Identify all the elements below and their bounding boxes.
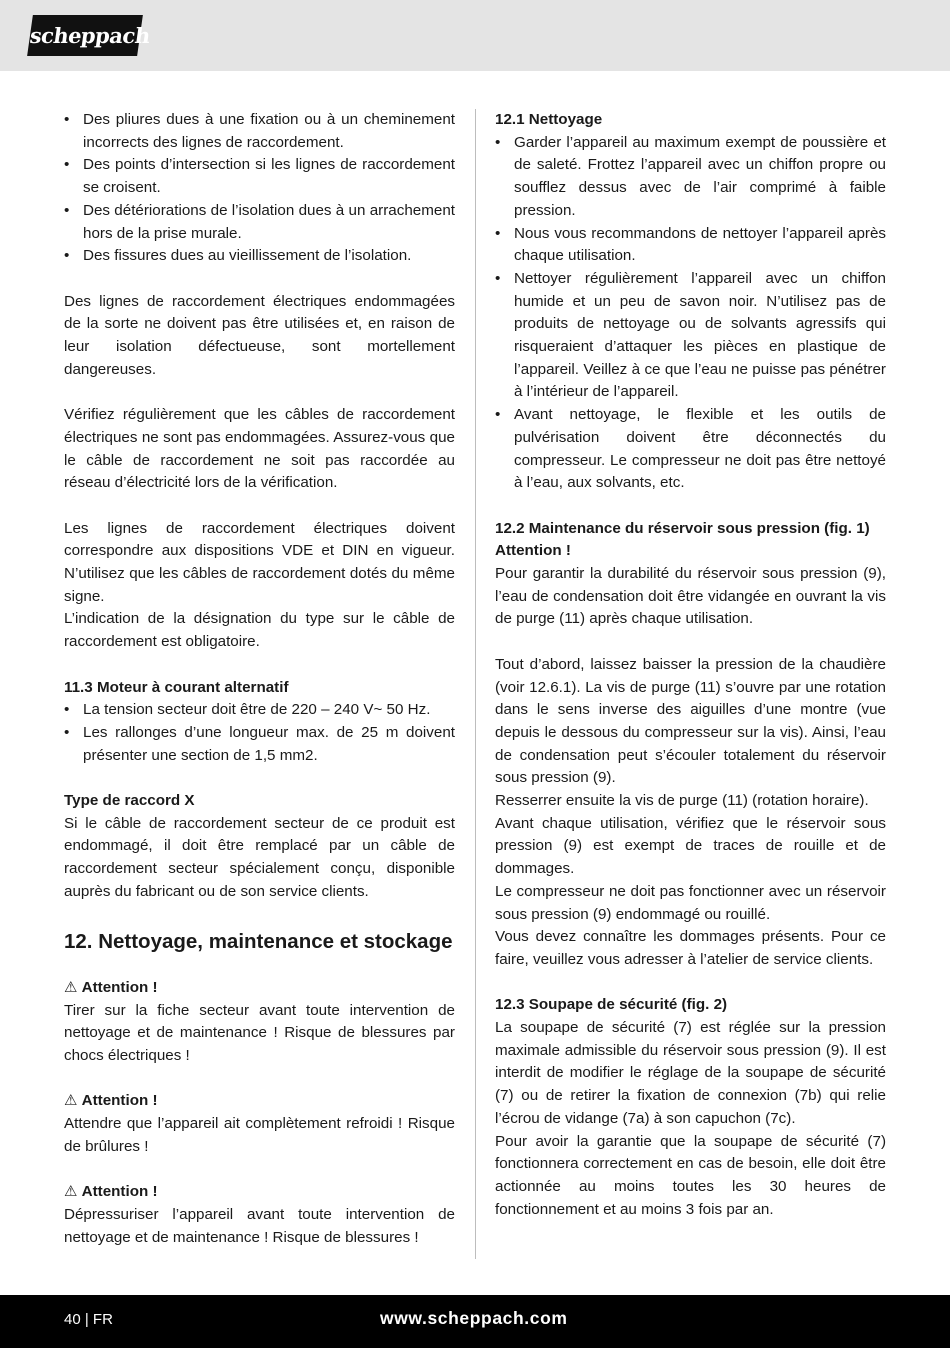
paragraph: Pour garantir la durabilité du réservoir sous pression (9), l’eau de condensation doit être vidangée en ouvrant la vis de purge (11) après chaque utilisation. [495,565,886,628]
warning-title: Attention ! [81,1092,158,1110]
right-column [495,109,886,1221]
chapter-heading-12: 12. Nettoyage, maintenance et stockage [64,930,453,954]
list-item: • Des détériorations de l’isolation dues à un arrachement hors de la prise murale. [64,200,455,245]
warning-icon: ⚠ [64,1183,78,1201]
section-heading-12-3: 12.3 Soupape de sécurité (fig. 2) [495,996,728,1014]
list-item: • Les rallonges d’une longueur max. de 25 m doivent présenter une section de 1,5 mm2. [64,722,455,767]
paragraph: Le compresseur ne doit pas fonctionner avec un réservoir sous pression (9) endommagé ou rouillé. [495,882,886,923]
list-item: • Avant nettoyage, le flexible et les outils de pulvérisation doivent être déconnectés du compresseur. Le compresseur ne doit pas être nettoyé à l’eau, aux solvants, etc. [495,404,886,495]
page-number: 40 | FR [64,1311,113,1328]
cleaning-list [495,132,886,495]
paragraph: La soupape de sécurité (7) est réglée sur la pression maximale admissible du réservoir sous pression (9). Il est interdit de modifier le réglage de la soupape de sécurité (7) ou de retirer la fixation de connexion (7b) qui relie l’écrou de vidange (7a) à son capuchon (7c). [495,1019,886,1127]
paragraph: Des lignes de raccordement électriques endommagées de la sorte ne doivent pas être utilisées et, en raison de leur isolation défectueuse, sont mortellement dangereuses. [64,292,455,378]
list-item: • Des points d’intersection si les lignes de raccordement se croisent. [64,154,455,199]
list-item: • La tension secteur doit être de 220 – 240 V~ 50 Hz. [64,699,455,722]
section-heading-12-1: 12.1 Nettoyage [495,111,603,128]
list-item: • Des fissures dues au vieillissement de l’isolation. [64,245,455,268]
warning-heading [64,977,455,1000]
paragraph: Les lignes de raccordement électriques doivent correspondre aux dispositions VDE et DIN en vigueur. N’utilisez que les câbles de raccordement dotés du même signe. [64,519,455,605]
paragraph: Si le câble de raccordement secteur de ce produit est endommagé, il doit être remplacé par un câble de raccordement secteur spécialement conçu, disponible auprès du fabricant ou de son service clients. [64,814,455,900]
header-band [0,0,950,71]
warning-title: Attention ! [81,1183,158,1201]
motor-list [64,699,455,767]
footer-bar [0,1295,950,1348]
warning-text: Attendre que l’appareil ait complètement refroidi ! Risque de brûlures ! [64,1115,455,1155]
warning-text: Dépressuriser l’appareil avant toute intervention de nettoyage et de maintenance ! Risque de blessures ! [64,1205,455,1246]
paragraph: Avant chaque utilisation, vérifiez que le réservoir sous pression (9) est exempt de traces de rouille et de dommages. [495,814,886,878]
list-item: • Garder l’appareil au maximum exempt de poussière et de saleté. Frottez l’appareil avec un chiffon propre ou soufflez dessus avec de l’air comprimé à faible pression. [495,132,886,223]
warning-heading [64,1181,455,1204]
paragraph: Vérifiez régulièrement que les câbles de raccordement électriques ne sont pas endommagées. Assurez-vous que le câble de raccordement ne soit pas raccordée au réseau d’électricité lors de la vérification. [64,406,455,492]
paragraph: Tout d’abord, laissez baisser la pression de la chaudière (voir 12.6.1). La vis de purge (11) s’ouvre par une rotation dans le sens inverse des aiguilles d’une montre (vue depuis le dessous du compresseur sur la vis). Ainsi, l’eau de condensation peut s’écouler totalement du réservoir sous pression (9). [495,655,886,787]
paragraph: Resserrer ensuite la vis de purge (11) (rotation horaire). [495,792,869,810]
brand-logo: scheppach [27,15,143,56]
paragraph: Pour avoir la garantie que la soupape de sécurité (7) fonctionnera correctement en cas de besoin, elle doit être actionnée au moins toutes les 30 heures de fonctionnement et au moins 3 fois par an. [495,1132,886,1218]
warning-icon: ⚠ [64,978,78,996]
warning-text: Tirer sur la fiche secteur avant toute intervention de nettoyage et de maintenance ! Risque de blessures par chocs électriques ! [64,1001,455,1065]
paragraph: L’indication de la désignation du type sur le câble de raccordement est obligatoire. [64,610,455,651]
website-url: www.scheppach.com [380,1308,568,1328]
warning-title: Attention ! [81,978,158,996]
section-heading-11-3: 11.3 Moteur à courant alternatif [64,678,289,696]
paragraph: Vous devez connaître les dommages présents. Pour ce faire, veuillez vous adresser à l’atelier de service clients. [495,928,886,968]
attention-label: Attention ! [495,542,571,560]
warning-icon: ⚠ [64,1092,78,1110]
list-item: • Nous vous recommandons de nettoyer l’appareil après chaque utilisation. [495,223,886,268]
damage-list [64,109,455,268]
list-item: • Des pliures dues à une fixation ou à un cheminement incorrects des lignes de raccordement. [64,109,455,154]
warning-heading [64,1090,455,1113]
section-heading-12-2: 12.2 Maintenance du réservoir sous pression (fig. 1) [495,519,870,537]
list-item: • Nettoyer régulièrement l’appareil avec un chiffon humide et un peu de savon noir. N’utilisez pas de produits de nettoyage ou de solvants agressifs qui risqueraient d’attaquer les pièces en plastique de l’appareil. Veillez à ce que l’eau ne puisse pas pénétrer à l’intérieur de l’appareil. [495,268,886,404]
left-column [64,109,455,1249]
column-divider [475,109,476,1259]
type-x-heading: Type de raccord X [64,792,195,810]
